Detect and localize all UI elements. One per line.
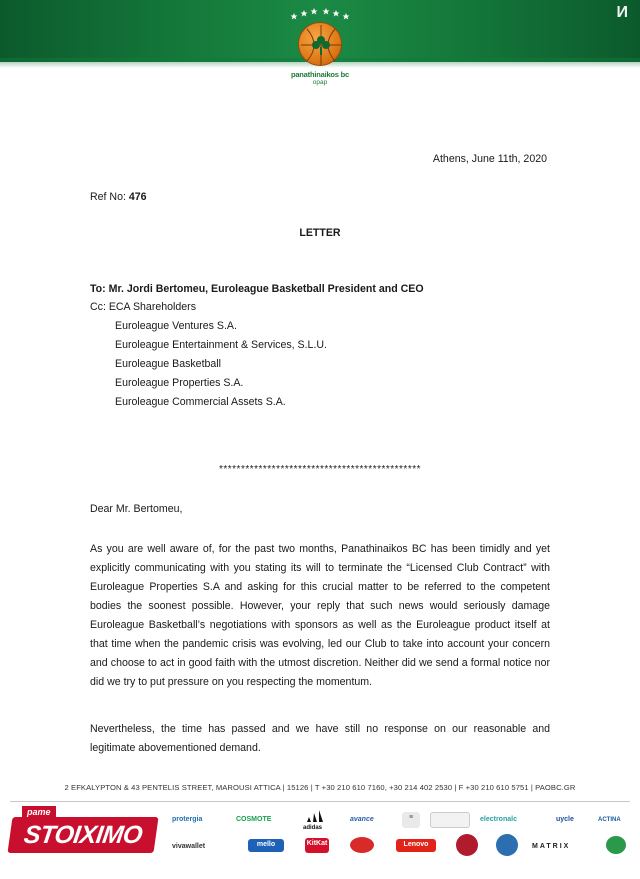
sponsor-mark-5 [496, 834, 518, 856]
sponsor-mello: mello [248, 839, 284, 852]
reference-number: 476 [128, 191, 147, 203]
footer-address: 2 EFKALYPTON & 43 PENTELIS STREET, MAROUSI ATTICA | 15126 | T +30 210 610 7160, +30 214 402 2530 | F +30 210 610 5751 | PAOBC.GR [64, 783, 576, 792]
sponsor-mark-6 [606, 836, 626, 854]
sponsor-mark-2 [430, 812, 470, 828]
sponsor-avance: avance [350, 816, 374, 823]
main-sponsor-name: STOIXIMO [7, 817, 158, 853]
stars-icon [288, 8, 352, 22]
club-logo [280, 8, 360, 102]
sponsor-lenovo: Lenovo [396, 839, 436, 852]
footer-divider [10, 801, 630, 802]
reference-label: Ref No: [90, 191, 126, 203]
cc-list-item: Euroleague Ventures S.A. [115, 320, 237, 332]
sponsor-electronalc: electronalc [480, 816, 517, 823]
reference-line [90, 188, 147, 207]
sponsor-vivawallet: vivawallet [172, 843, 206, 850]
sponsor-mark-4 [456, 834, 478, 856]
recipient-line: To: Mr. Jordi Bertomeu, Euroleague Basketball President and CEO [90, 283, 424, 295]
cc-list-item: Euroleague Commercial Assets S.A. [115, 396, 286, 408]
sponsor-mark-3 [350, 837, 374, 853]
corner-watermark: И [616, 4, 628, 21]
sponsor-kitkat: KitKat [305, 838, 329, 853]
sponsor-adidas: adidas [303, 825, 323, 831]
sponsor-protergia: protergia [172, 816, 203, 823]
club-sponsor-sub: opap [312, 79, 328, 86]
salutation: Dear Mr. Bertomeu, [90, 503, 183, 515]
adidas-icon [305, 810, 327, 824]
main-sponsor-top: pame [22, 806, 56, 818]
main-sponsor-logo [10, 806, 160, 862]
sponsor-mark-1: ≡ [402, 812, 420, 828]
letter-date: Athens, June 11th, 2020 [432, 153, 547, 165]
cc-list-item: Euroleague Properties S.A. [115, 377, 244, 389]
cc-list [115, 317, 327, 412]
sponsor-actina: ACTINA [598, 817, 621, 823]
letter-title: LETTER [299, 227, 341, 239]
body-paragraph-2: Nevertheless, the time has passed and we have still no response on our reasonable and legitimate abovementioned demand. [90, 723, 550, 754]
club-name: panathinaikos bc [290, 70, 350, 79]
basketball-icon [298, 22, 342, 66]
cc-line: Cc: ECA Shareholders [90, 301, 196, 313]
asterisk-divider: ********************************************** [218, 464, 421, 475]
sponsor-matrix: MATRIX [532, 843, 571, 850]
cc-list-item: Euroleague Basketball [115, 358, 222, 370]
sponsor-uycle: uycle [556, 816, 574, 823]
body-paragraph-1: As you are well aware of, for the past two months, Panathinaikos BC has been timidly and yet explicitly communicating with you stating its will to terminate the “Licensed Club Contract” with Euroleague Properties S.A and asking for this crucial matter to be referred to the competent bodies the soonest possible. However, your reply that such news would seriously damage Euroleague Basketball’s negotiations with sponsors as well as the Euroleague product itself at that time when the pandemic crisis was evolving, led our Club to take into account your concern and choose to act in good faith with the utmost discretion. Neither did we send a formal notice nor did we try to put pressure on you respecting the momentum. [90, 543, 550, 688]
sponsor-cosmote: COSMOTE [236, 816, 272, 823]
cc-list-item: Euroleague Entertainment & Services, S.L.U. [115, 339, 327, 351]
